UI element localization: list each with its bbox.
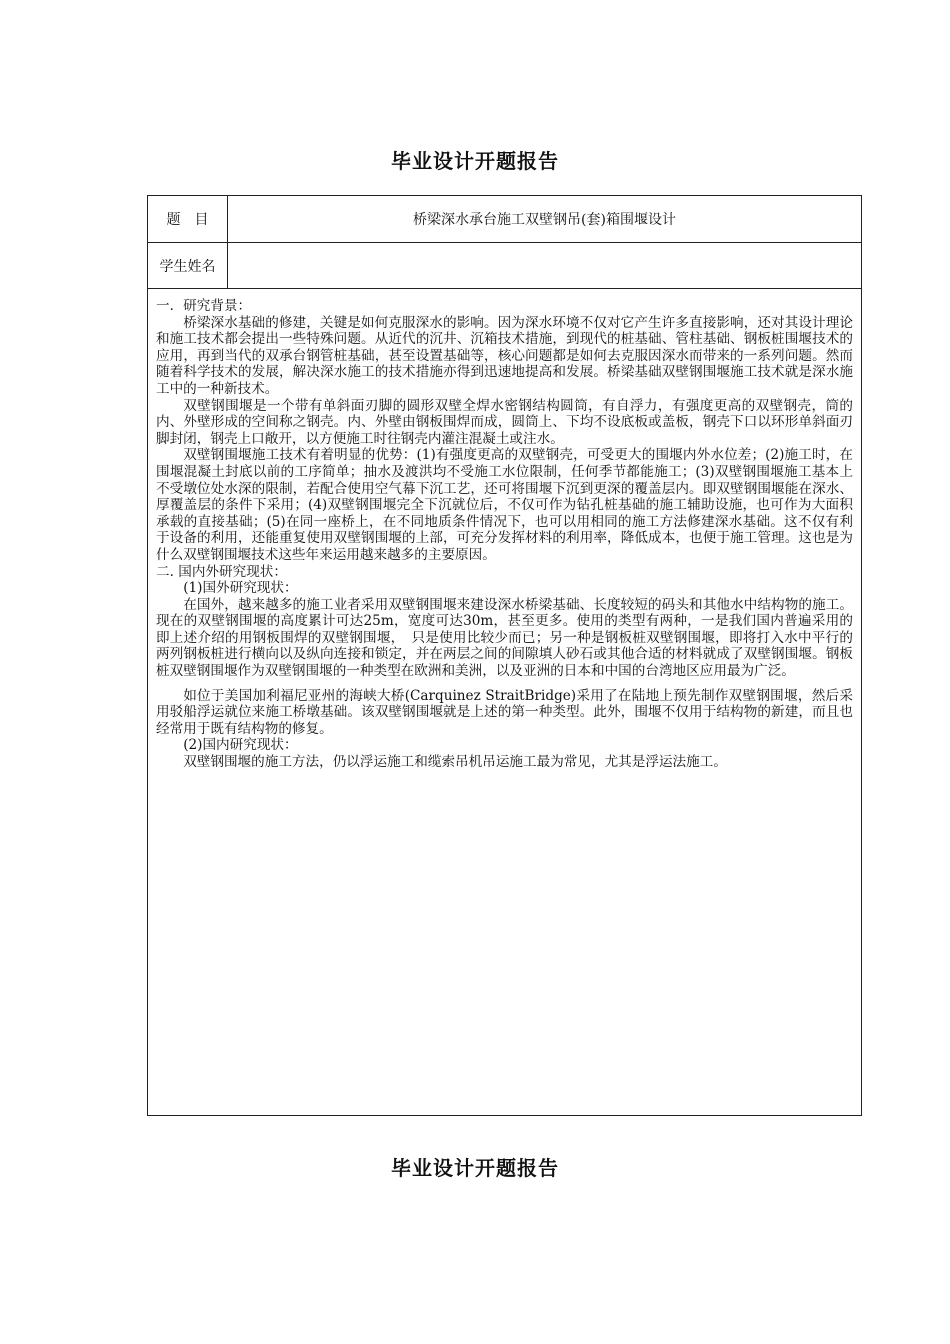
paragraph: 双壁钢围堰施工技术有着明显的优势：(1)有强度更高的双壁钢壳，可受更大的围堰内外水位差；(2)施工时，在围堰混凝土封底以前的工序简单；抽水及渡洪均不受施工水位限制，任何季节都能施工；(3)双壁钢围堰施工基本上不受墩位处水深的限制，若配合使用空气幕下沉工艺，还可将围堰下沉到更深的覆盖层内。即双壁钢围堰能在深水、厚覆盖层的条件下采用；(4)双壁钢围堰完全下沉就位后，不仅可作为钻孔桩基础的施工辅助设施，也可作为大面积承载的直接基础；(5)在同一座桥上，在不同地质条件情况下，也可以用相同的施工方法修建深水基础。这不仅有利于设备的利用，还能重复使用双壁钢围堰的上部，可充分发挥材料的利用率，降低成本，也便于施工管理。这也是为什么双壁钢围堰技术这些年来运用越来越多的主要原因。 (156, 447, 853, 563)
report-body-row (148, 289, 862, 1116)
page-title-repeat: 毕业设计开题报告 (391, 1156, 559, 1180)
topic-value: 桥梁深水承台施工双壁钢吊(套)箱围堰设计 (228, 196, 862, 243)
student-name-row (148, 243, 862, 289)
report-form-table (147, 195, 862, 1116)
page-title: 毕业设计开题报告 (391, 149, 559, 173)
student-name-label: 学生姓名 (148, 243, 228, 289)
report-body (156, 298, 853, 771)
section-heading-research-status: 二. 国内外研究现状： (156, 563, 287, 580)
student-name-value (228, 243, 862, 289)
paragraph: 在国外，越来越多的施工业者采用双壁钢围堰来建设深水桥梁基础、长度较短的码头和其他水中结构物的施工。现在的双壁钢围堰的高度累计可达25m，宽度可达30m，甚至更多。使用的类型有两种，一是我们国内普遍采用的即上述介绍的用钢板围焊的双壁钢围堰， 只是使用比较少而已；另一种是钢板桩双壁钢围堰，即将打入水中平行的两列钢板桩进行横向以及纵向连接和锁定，并在两层之间的间隙填人砂石或其他合适的材料就成了双壁钢围堰。钢板桩双壁钢围堰作为双壁钢围堰的一种类型在欧洲和美洲，以及亚洲的日本和中国的台湾地区应用最为广泛。 (156, 596, 853, 680)
topic-row (148, 196, 862, 243)
paragraph: 双壁钢围堰的施工方法，仍以浮运施工和缆索吊机吊运施工最为常见，尤其是浮运法施工。 (183, 754, 727, 771)
paragraph: 如位于美国加利福尼亚州的海峡大桥(Carquinez StraitBridge)采用了在陆地上预先制作双壁钢围堰，然后采用驳船浮运就位来施工桥墩基础。该双壁钢围堰就是上述的第一种类型。此外，围堰不仅用于结构物的新建，而且也经常用于既有结构物的修复。 (156, 687, 853, 737)
paragraph: 桥梁深水基础的修建，关键是如何克服深水的影响。因为深水环境不仅对它产生许多直接影响，还对其设计理论和施工技术都会提出一些特殊问题。从近代的沉井、沉箱技术措施，到现代的桩基础、管柱基础、钢板桩围堰技术的应用，再到当代的双承台钢管桩基础，甚至设置基础等，核心问题都是如何去克服因深水而带来的一系列问题。然而随着科学技术的发展，解决深水施工的技术措施亦得到迅速地提高和发展。桥梁基础双壁钢围堰施工技术就是深水施工中的一种新技术。 (156, 314, 853, 397)
section-heading-background: 一．研究背景： (156, 298, 252, 314)
topic-label: 题 目 (148, 196, 228, 243)
report-body-cell (148, 289, 862, 1116)
paragraph: 双壁钢围堰是一个带有单斜面刃脚的圆形双壁全焊水密钢结构圆筒，有自浮力，有强度更高的双壁钢壳，筒的内、外壁形成的空间称之钢壳。内、外壁由钢板围焊而成，圆筒上、下均不设底板或盖板，钢壳下口以环形单斜面刃脚封闭，钢壳上口敞开，以方便施工时往钢壳内灌注混凝土或注水。 (156, 397, 853, 447)
subsection-heading-foreign: (1)国外研究现状： (183, 580, 298, 597)
subsection-heading-domestic: (2)国内研究现状： (183, 737, 298, 754)
